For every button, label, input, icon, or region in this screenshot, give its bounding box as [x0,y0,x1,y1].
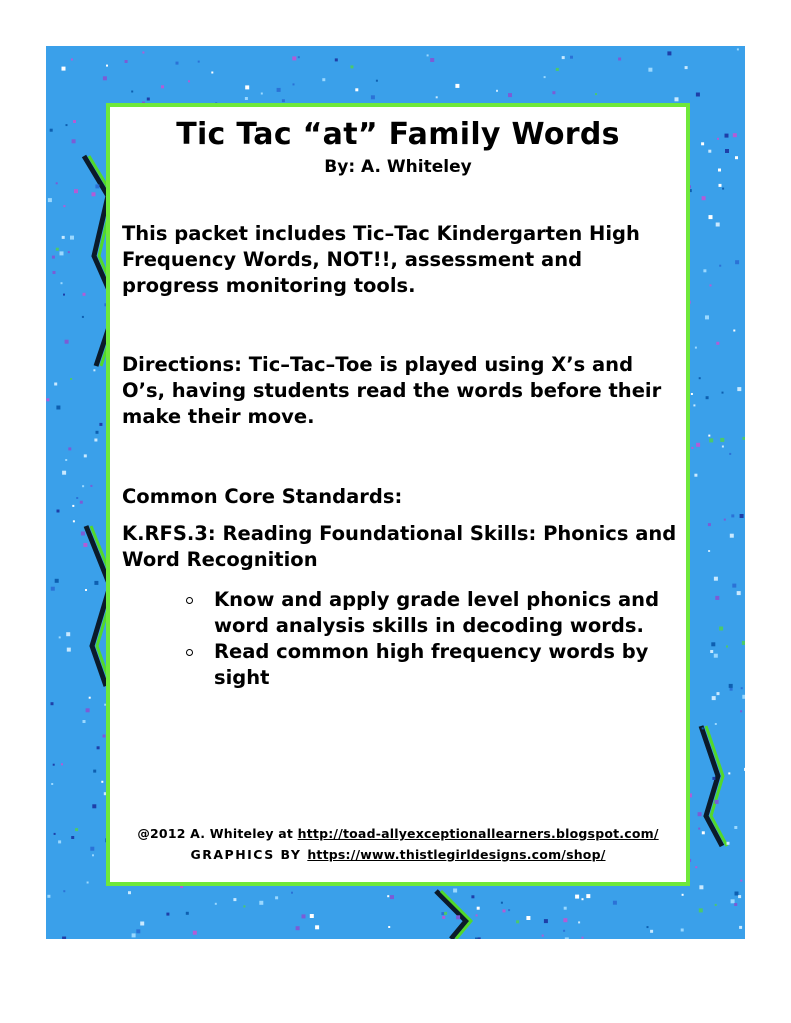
confetti-dot [715,596,719,600]
confetti-dot [508,93,512,97]
confetti-dot [63,205,65,207]
confetti-dot [261,93,263,95]
confetti-dot [542,935,544,937]
confetti-dot [702,727,704,729]
confetti-dot [427,54,429,56]
confetti-dot [103,76,107,80]
confetti-dot [710,650,713,653]
confetti-dot [436,96,438,98]
confetti-dot [75,828,78,831]
confetti-dot [737,591,741,595]
confetti-dot [245,85,249,89]
confetti-dot [82,316,84,318]
confetti-dot [691,393,693,395]
confetti-dot [48,198,52,202]
confetti-dot [717,692,720,695]
confetti-dot [618,58,621,61]
confetti-dot [131,91,133,93]
confetti-dot [716,342,719,345]
confetti-dot [95,184,99,188]
confetti-dot [68,251,70,253]
bullet-text: Read common high frequency words by sight [214,640,649,689]
confetti-dot [477,907,480,910]
confetti-dot [350,65,353,68]
confetti-dot [735,892,739,896]
confetti-dot [70,236,74,240]
confetti-dot [648,68,652,72]
confetti-dot [62,471,66,475]
confetti-dot [73,520,75,522]
confetti-dot [55,579,59,583]
confetti-dot [503,909,506,912]
confetti-dot [735,156,738,159]
confetti-dot [298,56,300,58]
confetti-dot [296,926,300,930]
confetti-dot [444,912,447,915]
copyright-line [110,826,686,841]
graphics-credit-line [110,847,686,862]
confetti-dot [647,926,649,928]
confetti-dot [685,66,688,69]
confetti-dot [741,687,743,689]
confetti-dot [743,437,746,440]
confetti-dot [259,901,263,905]
confetti-dot [82,485,84,487]
confetti-dot [737,48,739,50]
confetti-dot [282,99,285,102]
confetti-dot [711,642,715,646]
confetti-dot [729,453,731,455]
confetti-dot [310,914,314,918]
confetti-dot [188,80,190,82]
confetti-dot [315,925,319,929]
confetti-dot [335,58,338,61]
confetti-dot [186,912,189,915]
confetti-dot [682,894,684,896]
confetti-dot [142,52,144,54]
confetti-dot [740,880,742,882]
confetti-dot [740,514,744,518]
confetti-dot [54,383,57,386]
confetti-dot [128,891,131,894]
confetti-dot [62,236,65,239]
confetti-dot [86,708,90,712]
standard-description: K.RFS.3: Reading Foundational Skills: Phonics and Word Recognition [122,522,677,571]
confetti-dot [737,387,741,391]
confetti-dot [675,97,679,101]
confetti-dot [586,894,590,898]
confetti-dot [275,896,278,899]
confetti-dot [390,895,394,899]
confetti-dot [714,577,718,581]
confetti-dot [717,138,719,140]
confetti-dot [176,62,179,65]
confetti-dot [140,922,144,926]
confetti-dot [322,78,325,81]
confetti-dot [708,550,710,552]
confetti-dot [699,908,703,912]
confetti-dot [56,248,59,251]
confetti-dot [691,447,693,449]
confetti-dot [80,501,83,504]
confetti-dot [478,937,481,939]
confetti-dot [730,688,733,691]
confetti-dot [198,61,200,63]
confetti-dot [715,723,717,725]
confetti-dot [742,641,745,645]
confetti-dot [441,912,444,915]
confetti-dot [73,120,76,123]
circle-bullet-icon [186,597,193,604]
confetti-dot [613,901,617,905]
confetti-dot [292,56,296,60]
confetti-dot [67,648,71,652]
confetti-dot [74,189,78,193]
confetti-dot [125,60,128,63]
confetti-dot [681,929,684,932]
confetti-dot [701,142,704,145]
intro-paragraph: This packet includes Tic–Tac Kindergarten High Frequency Words, NOT!!, assessment and progress monitoring tools. [122,222,640,297]
confetti-dot [63,294,65,296]
confetti-dot [92,192,96,196]
author-byline: By: A. Whiteley [324,157,472,177]
confetti-dot [58,840,61,843]
confetti-dot [376,80,378,82]
confetti-dot [430,58,434,62]
confetti-dot [90,485,92,487]
confetti-dot [132,933,136,937]
graphics-shop-link[interactable]: https://www.thistlegirldesigns.com/shop/ [307,847,606,862]
confetti-dot [47,895,50,898]
bullet-item [186,639,666,691]
confetti-dot [71,836,74,839]
confetti-dot [733,330,735,332]
confetti-dot [66,124,68,126]
confetti-dot [72,505,74,507]
confetti-dot [99,423,102,426]
confetti-dot [442,916,445,919]
confetti-dot [94,581,98,585]
confetti-dot [516,920,519,923]
confetti-dot [161,85,164,88]
confetti-dot [733,133,737,137]
confetti-dot [699,885,703,889]
confetti-dot [293,83,295,85]
confetti-dot [56,406,60,410]
confetti-dot [46,398,49,401]
confetti-dot [83,293,86,296]
confetti-dot [738,895,741,898]
confetti-dot [705,315,709,319]
confetti-dot [76,497,78,499]
confetti-dot [719,184,722,187]
confetti-dot [81,532,85,536]
confetti-dot [61,763,63,765]
confetti-dot [277,88,281,92]
confetti-dot [92,804,96,808]
confetti-dot [62,937,66,940]
confetti-dot [166,913,169,916]
confetti-dot [722,392,724,394]
confetti-dot [60,251,64,255]
confetti-dot [702,831,705,834]
confetti-dot [65,459,67,461]
confetti-dot [708,150,711,153]
confetti-dot [595,93,597,95]
confetti-dot [453,889,457,893]
confetti-dot [97,746,100,749]
confetti-dot [61,282,63,284]
confetti-dot [740,710,742,712]
confetti-dot [732,584,736,588]
confetti-dot [709,438,713,442]
confetti-dot [716,223,720,227]
confetti-dot [96,431,99,434]
standards-heading: Common Core Standards: [122,485,403,508]
confetti-dot [731,514,734,517]
confetti-dot [729,684,733,688]
confetti-dot [715,904,717,906]
confetti-dot [712,777,715,780]
confetti-dot [54,833,56,835]
confetti-dot [92,854,94,856]
confetti-dot [51,783,53,785]
confetti-dot [709,215,713,219]
confetti-dot [52,256,55,259]
confetti-dot [582,937,584,939]
confetti-dot [722,446,724,448]
confetti-dot [562,56,565,59]
confetti-dot [50,129,53,132]
confetti-dot [68,447,71,450]
confetti-dot [291,892,293,894]
confetti-dot [508,909,510,911]
confetti-dot [582,898,584,900]
confetti-dot [371,95,375,99]
confetti-dot [526,916,530,920]
confetti-dot [696,443,700,447]
confetti-dot [233,898,236,901]
confetti-dot [694,474,697,477]
confetti-dot [719,265,721,267]
confetti-dot [84,454,87,457]
confetti-dot [211,72,213,74]
blog-link[interactable]: http://toad-allyexceptionallearners.blogspot.com/ [297,826,659,841]
confetti-dot [695,866,697,868]
confetti-dot [708,435,710,437]
standard-bullet-list [186,587,666,691]
confetti-dot [696,93,700,97]
confetti-dot [727,842,730,845]
confetti-dot [710,284,712,286]
confetti-dot [731,899,735,903]
confetti-dot [89,697,91,699]
confetti-dot [71,59,73,61]
confetti-dot [544,76,546,78]
confetti-dot [702,196,706,200]
confetti-dot [730,534,734,538]
confetti-dot [355,88,358,91]
confetti-dot [63,890,65,892]
confetti-dot [706,396,709,399]
confetti-dot [725,134,729,138]
confetti-dot [722,188,724,190]
confetti-dot [564,907,567,910]
confetti-dot [90,847,94,851]
confetti-dot [699,377,701,379]
cover-card [106,103,690,886]
confetti-dot [650,930,653,933]
confetti-dot [147,98,150,101]
confetti-dot [496,90,498,92]
confetti-dot [456,915,460,919]
confetti-dot [563,930,565,932]
confetti-dot [53,271,56,274]
confetti-dot [563,918,567,922]
confetti-dot [744,768,745,771]
confetti-dot [667,51,671,55]
confetti-dot [712,696,716,700]
confetti-dot [714,654,718,658]
page-title: Tic Tac “at” Family Words [176,117,620,152]
confetti-dot [570,56,573,59]
confetti-dot [735,260,739,264]
graphics-prefix: GRAPHICS BY [190,847,308,862]
confetti-dot [87,882,89,884]
confetti-dot [695,347,697,349]
confetti-dot [720,438,724,442]
confetti-dot [85,589,87,591]
confetti-dot [725,149,729,153]
confetti-dot [476,914,478,916]
circle-bullet-icon [186,649,193,656]
confetti-dot [193,931,197,935]
confetti-dot [556,68,559,71]
confetti-dot [719,627,723,631]
confetti-dot [101,781,103,783]
confetti-dot [708,523,711,526]
confetti-dot [53,764,55,766]
confetti-dot [83,543,87,547]
confetti-dot [578,921,580,923]
confetti-dot [715,800,719,804]
confetti-dot [726,646,728,648]
bullet-item [186,587,666,639]
confetti-dot [703,269,706,272]
confetti-dot [544,919,548,923]
confetti-dot [57,510,60,513]
confetti-dot [575,895,579,899]
confetti-dot [56,182,58,184]
confetti-dot [72,139,76,143]
confetti-dot [93,770,96,773]
confetti-dot [70,378,72,380]
confetti-dot [65,340,69,344]
confetti-dot [565,937,569,939]
bullet-text: Know and apply grade level phonics and word analysis skills in decoding words. [214,588,660,637]
confetti-dot [734,903,737,906]
confetti-dot [698,812,702,816]
confetti-dot [693,404,695,406]
confetti-dot [387,895,389,897]
confetti-dot [66,632,70,636]
confetti-dot [302,914,306,918]
confetti-dot [136,929,140,933]
confetti-dot [724,519,726,521]
confetti-dot [83,720,86,723]
confetti-dot [471,895,474,898]
confetti-dot [94,439,97,442]
confetti-dot [734,826,737,829]
confetti-dot [245,97,248,100]
directions-paragraph: Directions: Tic–Tac–Toe is played using X’s and O’s, having students read the words before their make their move. [122,353,662,428]
confetti-dot [501,902,503,904]
confetti-dot [742,695,745,699]
confetti-dot [388,926,390,928]
confetti-dot [62,67,66,71]
confetti-dot [215,903,217,905]
confetti-dot [59,636,61,638]
confetti-dot [552,91,555,94]
copyright-prefix: @2012 A. Whiteley at [137,826,298,841]
confetti-dot [739,926,742,929]
confetti-dot [718,169,721,172]
confetti-dot [728,772,730,774]
confetti-dot [106,65,108,67]
confetti-dot [51,702,54,705]
confetti-dot [698,828,700,830]
confetti-dot [93,369,95,371]
confetti-dot [243,905,245,907]
confetti-dot [455,84,459,88]
confetti-dot [51,587,55,591]
